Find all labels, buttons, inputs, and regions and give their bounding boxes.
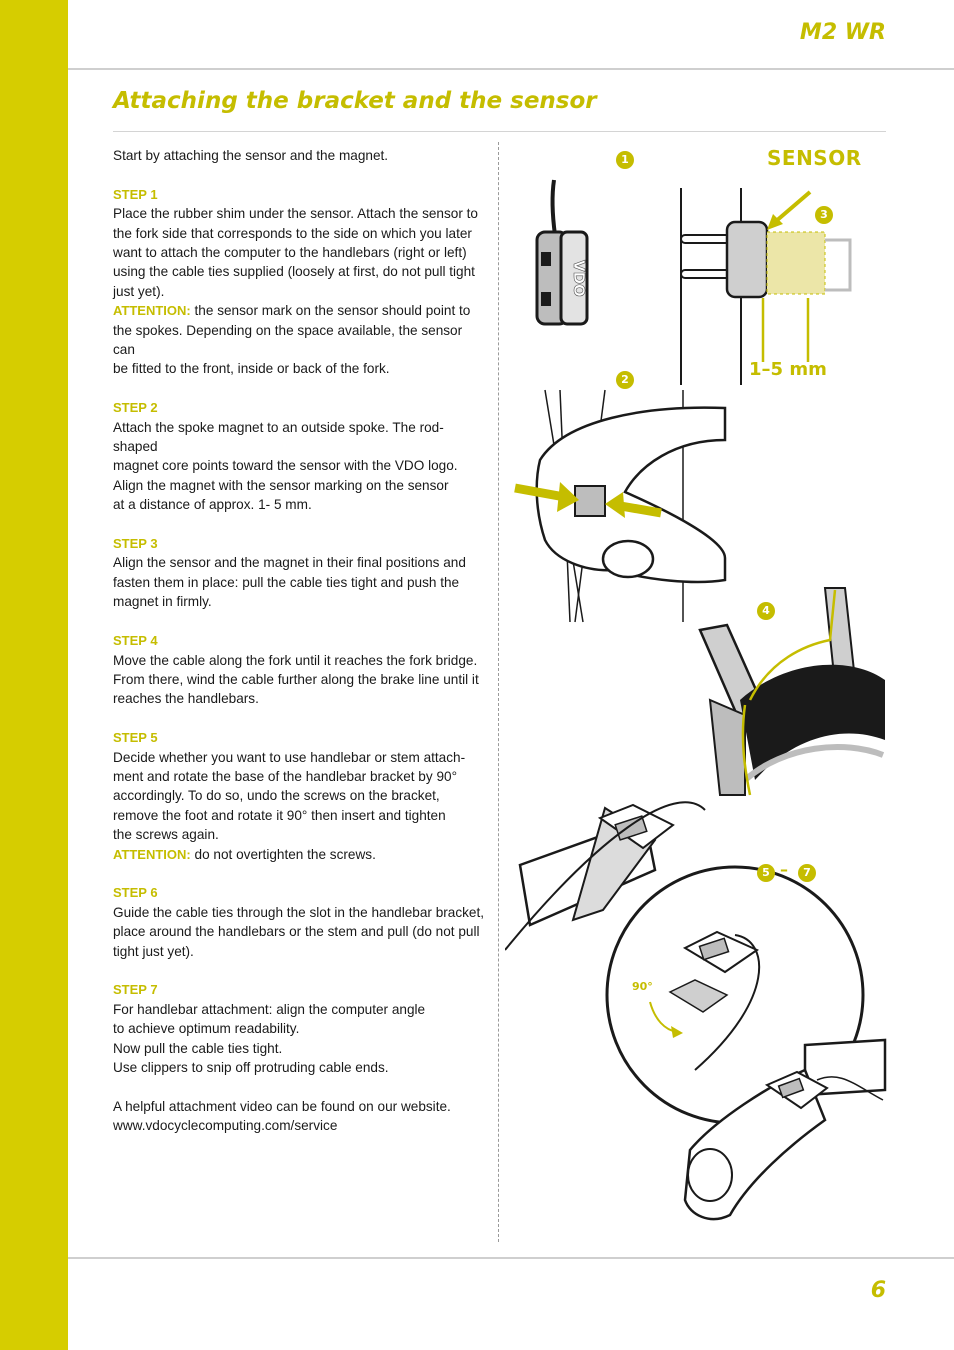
step-text-line: ment and rotate the base of the handlebar bracket by 90°: [113, 768, 457, 784]
step-text-line: Place the rubber shim under the sensor. Attach the sensor to: [113, 206, 478, 222]
step-block: [113, 728, 485, 864]
step-text-line: Attach the spoke magnet to an outside spoke. The rod-shaped: [113, 419, 444, 455]
distance-label: 1–5 mm: [749, 359, 827, 380]
step-range-dash: –: [780, 860, 788, 879]
step-heading: STEP 7: [113, 982, 158, 998]
attention-text: the sensor mark on the sensor should point to: [190, 303, 471, 319]
step-badge-1: 1: [616, 151, 634, 169]
step-text-line: remove the foot and rotate it 90° then insert and tighten: [113, 807, 446, 823]
step-text-line: Align the magnet with the sensor marking on the sensor: [113, 477, 449, 493]
angle-label: 90°: [632, 980, 653, 993]
step-text-line: Use clippers to snip off protruding cable ends.: [113, 1059, 389, 1075]
step-badge-5: 5: [757, 864, 775, 882]
sensor-illustration: [537, 180, 588, 324]
step-text-line: magnet in firmly.: [113, 594, 212, 610]
website-url: www.vdocyclecomputing.com/service: [113, 1118, 338, 1134]
step-text-line: tight just yet).: [113, 943, 194, 959]
step-text-line: Now pull the cable ties tight.: [113, 1040, 283, 1056]
vdo-logo: VDO: [570, 260, 588, 297]
title-rule: [113, 131, 886, 132]
step-badge-2: 2: [616, 371, 634, 389]
attention-line: [113, 359, 485, 378]
step-heading: STEP 2: [113, 400, 158, 416]
footer-rule: [68, 1257, 954, 1259]
step-text-line: Align the sensor and the magnet in their final positions and: [113, 555, 466, 571]
attention-line: [113, 845, 485, 864]
step-text-line: reaches the handlebars.: [113, 691, 259, 707]
step-heading: STEP 4: [113, 633, 158, 649]
step-block: [113, 980, 485, 1077]
step-badge-7: 7: [798, 864, 816, 882]
attention-text: be fitted to the front, inside or back of the fork.: [113, 361, 390, 377]
page-title: Attaching the bracket and the sensor: [113, 88, 597, 114]
step-block: [113, 631, 485, 709]
hand-magnet-illustration: [515, 390, 725, 622]
step-block: [113, 398, 485, 514]
column-divider: [498, 142, 499, 1242]
attention-line: [113, 321, 485, 360]
step-text-line: to achieve optimum readability.: [113, 1021, 300, 1037]
step-text-line: place around the handlebars or the stem and pull (do not pull: [113, 924, 480, 940]
attention-line: [113, 301, 485, 320]
step-text-line: Decide whether you want to use handlebar or stem attach-: [113, 749, 466, 765]
step-heading: STEP 1: [113, 186, 158, 202]
step-heading: STEP 3: [113, 536, 158, 552]
closing-line: A helpful attachment video can be found on our website.: [113, 1098, 451, 1114]
step-text-line: Guide the cable ties through the slot in the handlebar bracket,: [113, 904, 485, 920]
attention-label: ATTENTION:: [113, 846, 191, 862]
attention-label: ATTENTION:: [113, 303, 191, 319]
attention-text: the spokes. Depending on the space available, the sensor can: [113, 322, 463, 358]
step-text-line: For handlebar attachment: align the computer angle: [113, 1001, 426, 1017]
step-text-line: the fork side that corresponds to the side on which you later: [113, 225, 472, 241]
step-text-line: want to attach the computer to the handlebars (right or left): [113, 245, 467, 261]
wheel-fork-illustration: [700, 588, 885, 795]
side-color-bar: [0, 0, 68, 1350]
attention-text: do not overtighten the screws.: [190, 846, 376, 862]
step-heading: STEP 6: [113, 885, 158, 901]
model-name: M2 WR: [799, 20, 886, 45]
sensor-label: SENSOR: [767, 146, 862, 170]
step-block: [113, 534, 485, 612]
intro-text: Start by attaching the sensor and the magnet.: [113, 148, 389, 163]
steps-list: [113, 165, 485, 1077]
step-text-line: fasten them in place: pull the cable ties tight and push the: [113, 574, 460, 590]
instructions-column: [113, 146, 485, 1136]
step-block: [113, 883, 485, 961]
step-text-line: magnet core points toward the sensor with the VDO logo.: [113, 458, 458, 474]
step-text-line: the screws again.: [113, 827, 219, 843]
step-badge-4: 4: [757, 602, 775, 620]
header-rule: [68, 68, 954, 70]
step-heading: STEP 5: [113, 730, 158, 746]
step-badge-3: 3: [815, 206, 833, 224]
step-text-line: Move the cable along the fork until it reaches the fork bridge.: [113, 652, 478, 668]
step-text-line: From there, wind the cable further along the brake line until it: [113, 671, 479, 687]
step-block: [113, 185, 485, 379]
installation-illustration: [505, 140, 905, 1240]
step-text-line: at a distance of approx. 1- 5 mm.: [113, 497, 312, 513]
step-text-line: accordingly. To do so, undo the screws on the bracket,: [113, 788, 440, 804]
page-number: 6: [870, 1278, 886, 1303]
step-text-line: using the cable ties supplied (loosely at first, do not pull tight: [113, 264, 475, 280]
step-text-line: just yet).: [113, 283, 165, 299]
